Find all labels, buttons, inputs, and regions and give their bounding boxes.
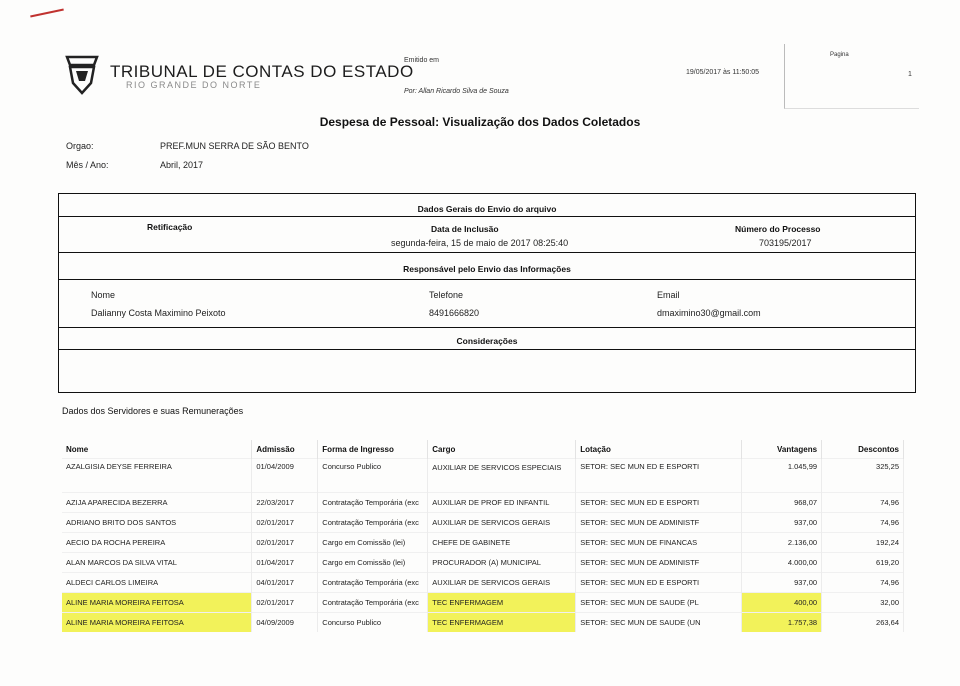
emitido-date: 19/05/2017 às 11:50:05 — [686, 69, 760, 76]
cell-nome: AZALGISIA DEYSE FERREIRA — [62, 459, 252, 493]
cell-descontos: 74,96 — [822, 513, 904, 533]
col-lotacao: Lotação — [576, 440, 742, 459]
table-row — [62, 459, 904, 493]
cell-descontos: 325,25 — [822, 459, 904, 493]
responsavel-section-title: Responsável pelo Envio das Informações — [403, 264, 571, 274]
cell-lotacao: SETOR: SEC MUN ED E ESPORTI — [576, 459, 742, 493]
cell-forma: Concurso Publico — [318, 613, 428, 633]
cell-forma: Cargo em Comissão (lei) — [318, 533, 428, 553]
cell-nome: ALDECI CARLOS LIMEIRA — [62, 573, 252, 593]
cell-nome: ALINE MARIA MOREIRA FEITOSA — [62, 593, 252, 613]
cell-cargo: AUXILIAR DE PROF ED INFANTIL — [428, 493, 576, 513]
cell-cargo: AUXILIAR DE SERVICOS GERAIS — [428, 513, 576, 533]
cell-forma: Contratação Temporária (exc — [318, 573, 428, 593]
pen-mark — [30, 8, 64, 17]
pagina-num: 1 — [908, 71, 912, 78]
mes-label: Mês / Ano: — [66, 160, 109, 170]
cell-vantagens: 400,00 — [742, 593, 822, 613]
tce-logo-icon — [64, 53, 100, 97]
cell-forma: Contratação Temporária (exc — [318, 513, 428, 533]
cell-cargo: PROCURADOR (A) MUNICIPAL — [428, 553, 576, 573]
cell-forma: Contratação Temporária (exc — [318, 593, 428, 613]
envio-section-title: Dados Gerais do Envio do arquivo — [417, 204, 557, 214]
nome-label: Nome — [91, 290, 116, 300]
table-row — [62, 593, 904, 613]
col-forma: Forma de Ingresso — [318, 440, 428, 459]
cell-vantagens: 2.136,00 — [742, 533, 822, 553]
cell-forma: Concurso Publico — [318, 459, 428, 493]
orgao-label: Orgao: — [66, 141, 94, 151]
cell-lotacao: SETOR: SEC MUN ED E ESPORTI — [576, 573, 742, 593]
table-row — [62, 533, 904, 553]
pagina-label: Pagina — [830, 52, 849, 58]
page-title: Despesa de Pessoal: Visualização dos Dados Coletados — [319, 115, 641, 129]
col-cargo: Cargo — [428, 440, 576, 459]
cell-admissao: 02/01/2017 — [252, 593, 318, 613]
consideracoes-section-title: Considerações — [456, 336, 518, 346]
cell-descontos: 74,96 — [822, 493, 904, 513]
processo-value: 703195/2017 — [759, 238, 812, 248]
cell-admissao: 04/09/2009 — [252, 613, 318, 633]
email-value: dmaximino30@gmail.com — [657, 308, 761, 318]
cell-lotacao: SETOR: SEC MUN DE ADMINISTF — [576, 553, 742, 573]
cell-lotacao: SETOR: SEC MUN DE SAUDE (UN — [576, 613, 742, 633]
data-inclusao-label: Data de Inclusão — [431, 224, 499, 234]
org-name: TRIBUNAL DE CONTAS DO ESTADO — [110, 62, 414, 81]
cell-nome: AECIO DA ROCHA PEREIRA — [62, 533, 252, 553]
cell-cargo: AUXILIAR DE SERVICOS GERAIS — [428, 573, 576, 593]
telefone-label: Telefone — [429, 290, 464, 300]
cell-descontos: 263,64 — [822, 613, 904, 633]
por-label: Por: Allan Ricardo Silva de Souza — [404, 88, 509, 95]
cell-admissao: 02/01/2017 — [252, 513, 318, 533]
cell-forma: Contratação Temporária (exc — [318, 493, 428, 513]
processo-label: Número do Processo — [735, 224, 821, 234]
servidores-section-title: Dados dos Servidores e suas Remunerações — [62, 406, 244, 416]
cell-cargo: TEC ENFERMAGEM — [428, 613, 576, 633]
table-row — [62, 613, 904, 633]
cell-vantagens: 937,00 — [742, 513, 822, 533]
cell-lotacao: SETOR: SEC MUN DE ADMINISTF — [576, 513, 742, 533]
telefone-value: 8491666820 — [429, 308, 480, 318]
cell-vantagens: 1.757,38 — [742, 613, 822, 633]
page-box — [784, 44, 919, 109]
cell-nome: ALAN MARCOS DA SILVA VITAL — [62, 553, 252, 573]
cell-forma: Cargo em Comissão (lei) — [318, 553, 428, 573]
data-inclusao-value: segunda-feira, 15 de maio de 2017 08:25:40 — [391, 238, 569, 248]
cell-admissao: 01/04/2009 — [252, 459, 318, 493]
cell-lotacao: SETOR: SEC MUN DE FINANCAS — [576, 533, 742, 553]
table-row — [62, 493, 904, 513]
mes-value: Abril, 2017 — [160, 160, 204, 170]
col-nome: Nome — [62, 440, 252, 459]
col-descontos: Descontos — [822, 440, 904, 459]
cell-admissao: 02/01/2017 — [252, 533, 318, 553]
emitido-label: Emitido em — [404, 57, 440, 64]
org-subtitle: RIO GRANDE DO NORTE — [126, 80, 262, 90]
cell-descontos: 619,20 — [822, 553, 904, 573]
cell-nome: ALINE MARIA MOREIRA FEITOSA — [62, 613, 252, 633]
cell-admissao: 01/04/2017 — [252, 553, 318, 573]
cell-cargo: AUXILIAR DE SERVICOS ESPECIAIS — [428, 459, 576, 493]
cell-vantagens: 968,07 — [742, 493, 822, 513]
cell-cargo: CHEFE DE GABINETE — [428, 533, 576, 553]
cell-descontos: 192,24 — [822, 533, 904, 553]
col-admissao: Admissão — [252, 440, 318, 459]
cell-lotacao: SETOR: SEC MUN DE SAUDE (PL — [576, 593, 742, 613]
table-header-row — [62, 440, 904, 459]
cell-descontos: 74,96 — [822, 573, 904, 593]
cell-descontos: 32,00 — [822, 593, 904, 613]
envio-box — [58, 193, 916, 393]
table-row — [62, 573, 904, 593]
cell-vantagens: 4.000,00 — [742, 553, 822, 573]
cell-nome: AZIJA APARECIDA BEZERRA — [62, 493, 252, 513]
nome-value: Dalianny Costa Maximino Peixoto — [91, 308, 226, 318]
table-row — [62, 513, 904, 533]
orgao-value: PREF.MUN SERRA DE SÃO BENTO — [160, 141, 309, 151]
cell-admissao: 04/01/2017 — [252, 573, 318, 593]
cell-cargo: TEC ENFERMAGEM — [428, 593, 576, 613]
col-vantagens: Vantagens — [742, 440, 822, 459]
cell-vantagens: 937,00 — [742, 573, 822, 593]
cell-lotacao: SETOR: SEC MUN ED E ESPORTI — [576, 493, 742, 513]
table-row — [62, 553, 904, 573]
cell-admissao: 22/03/2017 — [252, 493, 318, 513]
servidores-table — [62, 440, 904, 632]
cell-nome: ADRIANO BRITO DOS SANTOS — [62, 513, 252, 533]
retificacao-label: Retificação — [147, 222, 193, 232]
cell-vantagens: 1.045,99 — [742, 459, 822, 493]
email-label: Email — [657, 290, 680, 300]
